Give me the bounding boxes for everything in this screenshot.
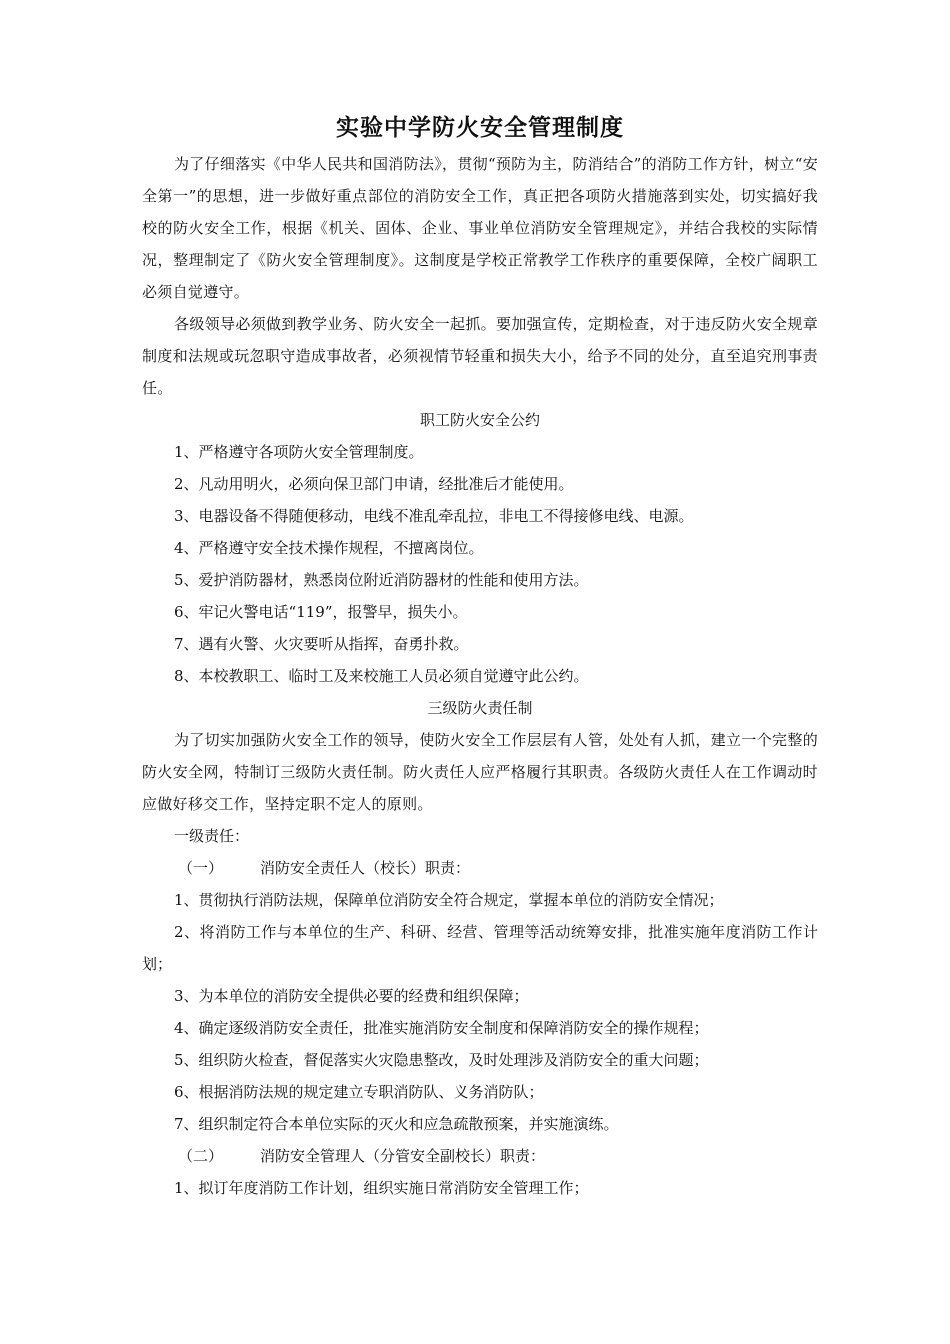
convention-item: 2、凡动用明火，必须向保卫部门申请，经批准后才能使用。 (174, 475, 574, 493)
section-one-number: （一） (178, 859, 224, 877)
section-two-number: （二） (178, 1147, 224, 1165)
section-one-item: 5、组织防火检查，督促落实火灾隐患整改，及时处理涉及消防安全的重大问题； (174, 1051, 709, 1069)
section-one-item: 4、确定逐级消防安全责任，批准实施消防安全制度和保障消防安全的操作规程； (174, 1019, 709, 1037)
level-one-label: 一级责任： (174, 827, 250, 845)
convention-item: 8、本校教职工、临时工及来校施工人员必须自觉遵守此公约。 (174, 667, 589, 685)
section-one-item: 7、组织制定符合本单位实际的灭火和应急疏散预案，并实施演练。 (174, 1115, 619, 1133)
section-one-item: 2、将消防工作与本单位的生产、科研、经营、管理等活动统筹安排，批准实施年度消防工作计划； (142, 923, 818, 973)
convention-item: 1、严格遵守各项防火安全管理制度。 (174, 443, 424, 461)
intro-paragraph-2: 各级领导必须做到教学业务、防火安全一起抓。要加强宣传，定期检查，对于违反防火安全规章制度和法规或玩忽职守造成事故者，必须视情节轻重和损失大小，给予不同的处分，直至追究刑事责任。 (142, 315, 818, 397)
convention-item: 3、电器设备不得随便移动，电线不准乱牵乱拉，非电工不得接修电线、电源。 (174, 507, 694, 525)
document-title: 实验中学防火安全管理制度 (336, 114, 624, 141)
section-one-heading (142, 852, 818, 884)
intro-paragraph-1: 为了仔细落实《中华人民共和国消防法》，贯彻“预防为主，防消结合”的消防工作方针，树立“安全第一”的思想，进一步做好重点部位的消防安全工作，真正把各项防火措施落到实处，切实搞好我校的防火安全工作，根据《机关、固体、企业、事业单位消防安全管理规定》，并结合我校的实际情况，整理制定了《防火安全管理制度》。这制度是学校正常教学工作秩序的重要保障，全校广阔职工必须自觉遵守。 (142, 155, 818, 301)
section-two-heading (142, 1140, 818, 1172)
convention-item: 6、牢记火警电话“119”，报警早，损失小。 (174, 603, 468, 621)
convention-item: 7、遇有火警、火灾要听从指挥，奋勇扑救。 (174, 635, 469, 653)
section-one-item: 6、根据消防法规的规定建立专职消防队、义务消防队； (174, 1083, 544, 1101)
section-two-title: 消防安全管理人（分管安全副校长）职责： (260, 1147, 546, 1165)
section-one-item: 3、为本单位的消防安全提供必要的经费和组织保障； (174, 987, 529, 1005)
section-two-item: 1、拟订年度消防工作计划，组织实施日常消防安全管理工作； (174, 1179, 589, 1197)
document-page (142, 108, 818, 1204)
responsibility-intro: 为了切实加强防火安全工作的领导，使防火安全工作层层有人管，处处有人抓，建立一个完整的防火安全网，特制订三级防火责任制。防火责任人应严格履行其职责。各级防火责任人在工作调动时应做好移交工作，坚持定职不定人的原则。 (142, 731, 818, 813)
responsibility-heading: 三级防火责任制 (427, 699, 533, 717)
section-one-item: 1、贯彻执行消防法规，保障单位消防安全符合规定，掌握本单位的消防安全情况； (174, 891, 724, 909)
convention-heading: 职工防火安全公约 (419, 411, 540, 429)
section-one-title: 消防安全责任人（校长）职责： (260, 859, 471, 877)
convention-item: 5、爱护消防器材，熟悉岗位附近消防器材的性能和使用方法。 (174, 571, 589, 589)
convention-item: 4、严格遵守安全技术操作规程，不擅离岗位。 (174, 539, 484, 557)
